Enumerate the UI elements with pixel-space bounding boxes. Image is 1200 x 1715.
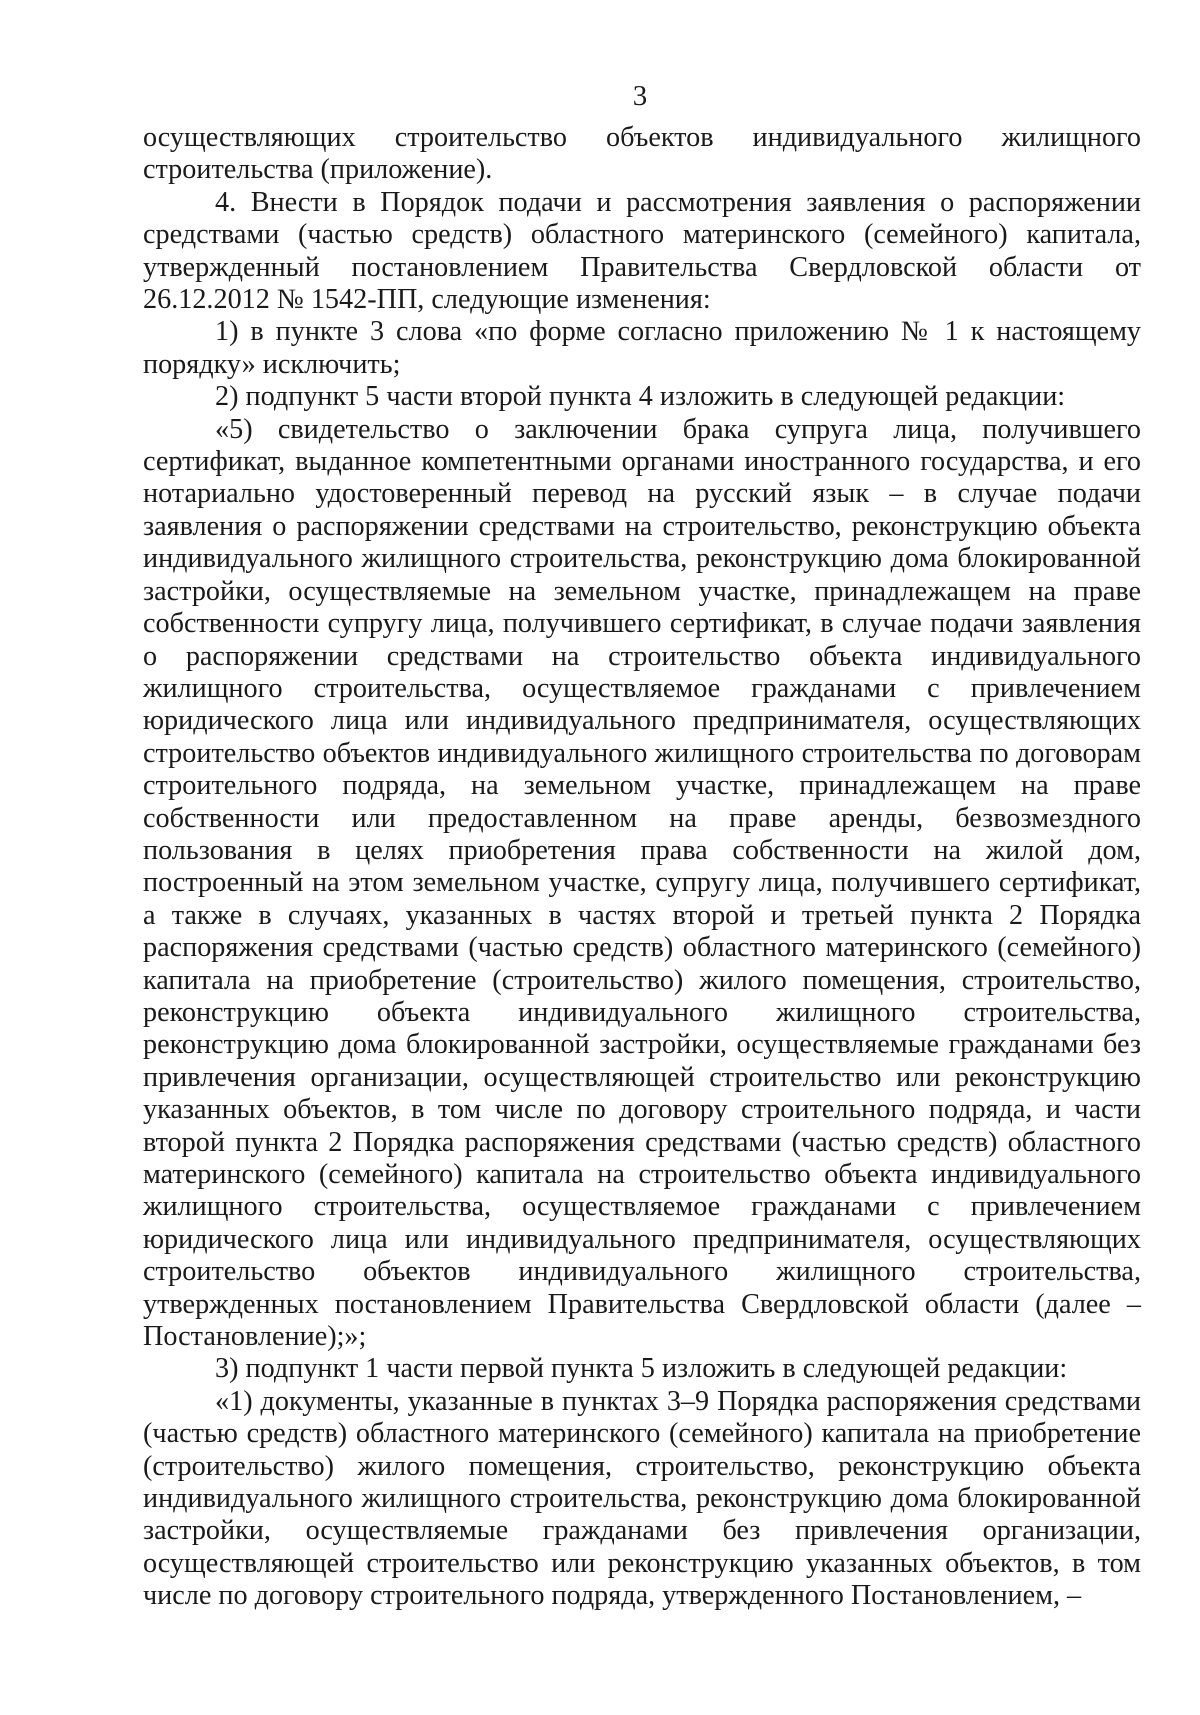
page-number: 3: [632, 80, 648, 112]
paragraph-quoted-subitem-1: «1) документы, указанные в пунктах 3–9 Порядка распоряжения средствами (частью средств) областного материнского (семейного) капитала на приобретение (строительство) жилого помещения, строительство, реконструкцию объекта индивидуального жилищного строительства, реконструкцию дома блокированной застройки, осуществляемые гражданами без привлечения организации, осуществляющей строительство или реконструкцию указанных объектов, в том числе по договору строительного подряда, утвержденного Постановлением, –: [143, 1385, 1141, 1612]
paragraph-continuation: осуществляющих строительство объектов индивидуального жилищного строительства (приложение).: [143, 122, 1141, 186]
paragraph-subitem-3: 3) подпункт 1 части первой пункта 5 изложить в следующей редакции:: [215, 1353, 1068, 1385]
paragraph-item-4: 4. Внести в Порядок подачи и рассмотрения заявления о распоряжении средствами (частью средств) областного материнского (семейного) капитала, утвержденный постановлением Правительства Свердловской области от 26.12.2012 № 1542-ПП, следующие изменения:: [143, 186, 1141, 316]
paragraph-subitem-1: 1) в пункте 3 слова «по форме согласно приложению № 1 к настоящему порядку» исключить;: [143, 316, 1141, 380]
paragraph-quoted-subitem-5: «5) свидетельство о заключении брака супруга лица, получившего сертификат, выданное компетентными органами иностранного государства, и его нотариально удостоверенный перевод на русский язык – в случае подачи заявления о распоряжении средствами на строительство, реконструкцию объекта индивидуального жилищного строительства, реконструкцию дома блокированной застройки, осуществляемые на земельном участке, принадлежащем на праве собственности супругу лица, получившего сертификат, в случае подачи заявления о распоряжении средствами на строительство объекта индивидуального жилищного строительства, осуществляемое гражданами с привлечением юридического лица или индивидуального предпринимателя, осуществляющих строительство объектов индивидуального жилищного строительства по договорам строительного подряда, на земельном участке, принадлежащем на праве собственности или предоставленном на праве аренды, безвозмездного пользования в целях приобретения права собственности на жилой дом, построенный на этом земельном участке, супругу лица, получившего сертификат, а также в случаях, указанных в частях второй и третьей пункта 2 Порядка распоряжения средствами (частью средств) областного материнского (семейного) капитала на приобретение (строительство) жилого помещения, строительство, реконструкцию объекта индивидуального жилищного строительства, реконструкцию дома блокированной застройки, осуществляемые гражданами без привлечения организации, осуществляющей строительство или реконструкцию указанных объектов, в том числе по договору строительного подряда, и части второй пункта 2 Порядка распоряжения средствами (частью средств) областного материнского (семейного) капитала на строительство объекта индивидуального жилищного строительства, осуществляемое гражданами с привлечением юридического лица или индивидуального предпринимателя, осуществляющих строительство объектов индивидуального жилищного строительства, утвержденных постановлением Правительства Свердловской области (далее – Постановление);»;: [143, 413, 1141, 1353]
paragraph-subitem-2: 2) подпункт 5 части второй пункта 4 изложить в следующей редакции:: [215, 381, 1066, 413]
document-body: [143, 122, 1141, 1613]
